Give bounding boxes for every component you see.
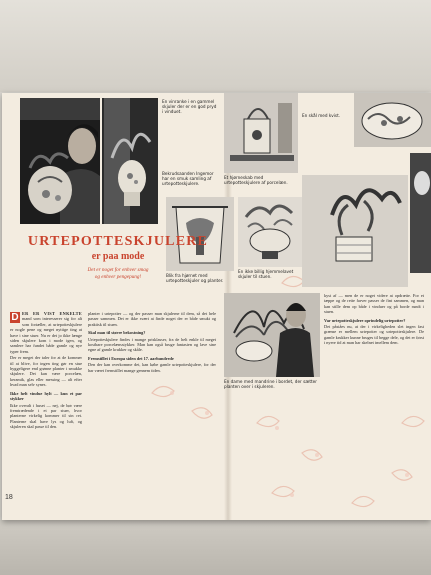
- article-title: URTEPOTTESKJULERE: [27, 234, 209, 249]
- col1-subheading: Ikke helt vindue hylt — kun et par stykker: [10, 390, 82, 402]
- photo-woman-window: [20, 98, 100, 224]
- caption-6: En skål med kvist.: [302, 113, 341, 118]
- background-bottom: [0, 520, 431, 575]
- magazine-spread: [2, 93, 431, 520]
- col3-paragraph-2: Det påståes nu, at der i virkeligheden slet ingen fast grænse er mellem urtepotter og urtepotteskjulere. De gamle krukker kunne bruges til begge dele, og det er først i nyere tid at man har skelnet imellem dem.: [324, 324, 424, 346]
- col2-paragraph-3: Den der kan overkomme det, kan købe gamle urtepotteskjulere, for der har været fremstillet mange gennem tiden.: [88, 362, 216, 373]
- deck-line-2: og enhver pengepung!: [94, 274, 142, 280]
- article-deck: [36, 267, 200, 281]
- page-number: 18: [5, 494, 13, 501]
- col3-paragraph-1: kyst af — men de er noget videre at opdrætte. For et tæppe og de rette farver passer de fint sammen, og man kan stille dem op både i vinduer og på borde rundt i stuen.: [324, 293, 424, 315]
- col1-paragraph-3: Ikke overalt i huset — nej, de bør være fremtrædende i et par stuer, hvor planterne virkelig kommer til sin ret. Planterne skal have lys og luft, og skjuleren skal passe til den.: [10, 402, 82, 430]
- col2-paragraph-1: planter i urtepotter — og der passer man skjulerne til dem, så det hele passer sammen. Det er ikke svært at finde noget der er både smukt og praktisk til stuen.: [88, 311, 216, 327]
- col3-subheading: Var urtepotteskjulere oprindelig urtepotter?: [324, 317, 406, 323]
- col2-subheading-1: Skal man til større bekostning?: [88, 330, 146, 336]
- col2-paragraph-2: Urtepotteskjulere findes i mange prisklasser, fra de helt enkle til meget kostbare porcelænsstykker. Man kan også bruge fantasien og lave sine egne af gamle krukker og skåle.: [88, 336, 216, 353]
- photo-bowl: [354, 93, 431, 147]
- caption-3: Et hjørneskab med urtepotteskjulere af porcelæn.: [224, 175, 288, 186]
- photo-woman-plant: [224, 293, 320, 377]
- text-column-1: [10, 311, 82, 497]
- drop-cap: D: [11, 312, 19, 323]
- caption-7: En dame med mandrine i bordet, der sætter planten over i skjuleren.: [224, 379, 317, 390]
- col2-subheading-2: Fremstillet i Europa siden det 17. aarhundrede: [88, 355, 174, 361]
- caption-1: En vinranke i en gammel skjuler der er en god pryd i vinduet.: [162, 99, 217, 115]
- text-column-3: [324, 293, 424, 493]
- photo-edge-right: [410, 153, 431, 273]
- col1-paragraph-2: Der er meget der taler for at de kommer til at blive, for ingen ting gør en stue hyggeligere end grønne planter i smukke skjulere. Det kan være porcelæn, keramik, glas eller messing — alt efter hvad man selv synes.: [10, 355, 82, 388]
- photo-leaf-vase: [102, 98, 158, 224]
- background-top: [0, 0, 431, 92]
- article-subtitle: er paa mode: [91, 251, 145, 262]
- photo-leaf-bowl: [238, 197, 302, 267]
- caption-5: En ikke billig hjemmelavet skjuler til stuen.: [238, 269, 294, 280]
- deck-line-1: Det er noget for enhver smag: [87, 267, 149, 273]
- lead-text: mand som interesserer sig for alt som fortæller, at urtepotteskjulere er nogle pene og meget nyttige ting at have i sine stuer. Nu er det jo ikke længe siden skjulere kom i mode igen, og samlere har fundet både gamle og nye typer frem.: [10, 316, 82, 354]
- text-column-2: [88, 311, 216, 497]
- photo-hanging-plant: [302, 175, 408, 287]
- caption-2: Bekrudsaanden Ingemor har en smuk samling af urtepotteskjulere.: [162, 171, 214, 187]
- lead-caps: ER ER VIST ENKELTE: [22, 311, 82, 316]
- caption-4: Blik fra hjørnet med urtepotteskjuler og planter.: [166, 273, 224, 284]
- photo-corner-shelf: [224, 93, 298, 173]
